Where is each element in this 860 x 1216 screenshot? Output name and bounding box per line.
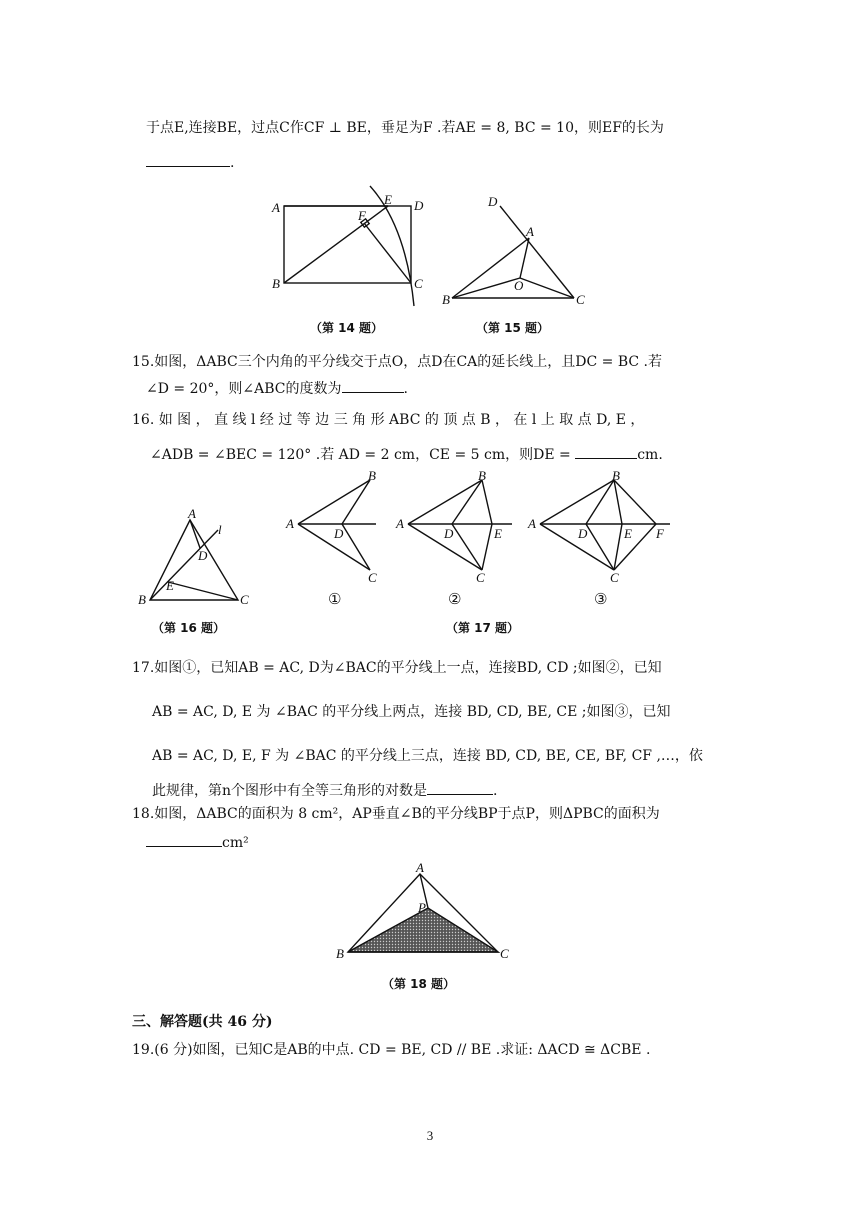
q16-statement-1: 16. 如 图 ， 直 线 l 经 过 等 边 三 角 形 ABC 的 顶 点 B ， 在 l 上 取 点 D, E ， — [132, 412, 645, 428]
q14-answer-line — [146, 152, 234, 173]
fig17-2-label-a: A — [396, 516, 404, 531]
fig16-label-c: C — [240, 592, 249, 607]
fig17-1-label-d: D — [334, 526, 344, 541]
q14-end: . — [230, 155, 235, 171]
section-3-heading — [132, 1012, 272, 1032]
fig16-caption: （第 16 题） — [152, 621, 226, 635]
q18-line2 — [146, 832, 249, 853]
fig17-1-label-b: B — [368, 468, 376, 483]
fig15-caption: （第 15 题） — [476, 321, 550, 335]
figure-14 — [266, 186, 436, 346]
q15-end: . — [403, 381, 408, 397]
fig14-label-e: E — [384, 192, 392, 207]
q15-answer-blank[interactable] — [342, 378, 404, 393]
q17-answer-blank[interactable] — [427, 780, 493, 795]
fig16-line-l — [150, 530, 218, 600]
fig17-sub1 — [298, 480, 376, 570]
fig16-line-ce — [168, 582, 238, 600]
fig17-sub-label-1: ① — [328, 590, 342, 608]
figure-18 — [334, 862, 524, 1002]
q17-statement-4: 此规律，第n个图形中有全等三角形的对数是 — [152, 783, 428, 799]
q16-answer-blank[interactable] — [575, 444, 637, 459]
fig14-label-d: D — [414, 198, 424, 213]
q17-line4 — [152, 780, 497, 801]
fig15-label-d: D — [488, 194, 498, 209]
fig14-label-c: C — [414, 276, 423, 291]
fig18-label-b: B — [336, 946, 344, 961]
fig17-sub-label-2: ② — [448, 590, 462, 608]
fig17-sub3 — [540, 480, 670, 570]
q19-line — [132, 1040, 650, 1060]
fig15-line-bo — [452, 278, 520, 298]
figure-16 — [138, 504, 268, 644]
q16-line1 — [132, 410, 644, 430]
fig17-caption: （第 17 题） — [446, 621, 520, 635]
fig16-label-l: l — [218, 522, 222, 537]
fig18-label-p: P — [418, 900, 426, 915]
fig15-label-c: C — [576, 292, 585, 307]
fig14-label-b: B — [272, 276, 280, 291]
q17-line2 — [152, 702, 671, 722]
fig18-caption: （第 18 题） — [382, 977, 456, 991]
figure-17 — [286, 470, 686, 640]
fig17-3-label-a: A — [528, 516, 536, 531]
q17-statement-3: AB = AC, D, E, F 为 ∠BAC 的平分线上三点，连接 BD, CD, BE, CE, BF, CF ,…，依 — [152, 748, 703, 764]
fig14-line-be — [284, 206, 388, 283]
q16-line2 — [150, 444, 663, 465]
figure-15 — [440, 186, 600, 346]
fig17-1-label-a: A — [286, 516, 294, 531]
fig17-2-label-c: C — [476, 570, 485, 585]
section-3-title: 三、解答题(共 46 分) — [132, 1014, 273, 1030]
fig14-label-a: A — [272, 200, 280, 215]
q17-line3 — [152, 746, 703, 766]
fig17-3-label-f: F — [656, 526, 664, 541]
q18-end: cm² — [222, 835, 249, 851]
q16-end: cm. — [637, 447, 663, 463]
fig17-2-label-d: D — [444, 526, 454, 541]
q15-line2 — [146, 378, 408, 399]
fig17-3-label-c: C — [610, 570, 619, 585]
fig17-3-label-b: B — [612, 468, 620, 483]
fig18-label-c: C — [500, 946, 509, 961]
fig14-caption: （第 14 题） — [310, 321, 384, 335]
fig17-3-label-d: D — [578, 526, 588, 541]
q14-statement: 于点E,连接BE，过点C作CF ⊥ BE，垂足为F .若AE = 8, BC = 10，则EF的长为 — [146, 120, 664, 136]
fig16-label-e: E — [166, 578, 174, 593]
q18-answer-blank[interactable] — [146, 832, 222, 847]
q15-line1 — [132, 352, 662, 372]
q16-statement-2: ∠ADB = ∠BEC = 120° .若 AD = 2 cm，CE = 5 cm，则DE = — [150, 447, 576, 463]
fig15-label-o: O — [514, 278, 524, 293]
fig17-sub-label-3: ③ — [594, 590, 608, 608]
q15-statement-1: 15.如图，ΔABC三个内角的平分线交于点O，点D在CA的延长线上，且DC = BC .若 — [132, 354, 662, 370]
q19-statement: 19.(6 分)如图，已知C是AB的中点. CD = BE, CD // BE .求证: ΔACD ≅ ΔCBE . — [132, 1042, 651, 1058]
q17-statement-1: 17.如图①，已知AB = AC, D为∠BAC的平分线上一点，连接BD, CD ;如图②，已知 — [132, 660, 662, 676]
q14-answer-blank[interactable] — [146, 152, 230, 167]
q14-text — [146, 118, 664, 138]
fig14-arc — [370, 186, 414, 306]
fig14-label-f: F — [358, 208, 366, 223]
fig16-label-a: A — [188, 506, 196, 521]
q17-line1 — [132, 658, 662, 678]
fig15-label-a: A — [526, 224, 534, 239]
fig17-2-label-e: E — [494, 526, 502, 541]
q18-line1 — [132, 804, 660, 824]
q18-statement-1: 18.如图，ΔABC的面积为 8 cm²，AP垂直∠B的平分线BP于点P，则ΔPBC的面积为 — [132, 806, 660, 822]
q15-statement-2: ∠D = 20°，则∠ABC的度数为 — [146, 381, 342, 397]
fig17-3-label-e: E — [624, 526, 632, 541]
page-number: 3 — [426, 1128, 434, 1143]
fig16-label-b: B — [138, 592, 146, 607]
fig16-label-d: D — [198, 548, 208, 563]
fig15-label-b: B — [442, 292, 450, 307]
q17-end: . — [493, 783, 498, 799]
fig18-label-a: A — [416, 860, 424, 875]
fig17-2-label-b: B — [478, 468, 486, 483]
fig17-1-label-c: C — [368, 570, 377, 585]
q17-statement-2: AB = AC, D, E 为 ∠BAC 的平分线上两点，连接 BD, CD, BE, CE ;如图③，已知 — [152, 704, 671, 720]
fig17-sub2 — [408, 480, 512, 570]
fig14-rectangle — [284, 206, 411, 283]
